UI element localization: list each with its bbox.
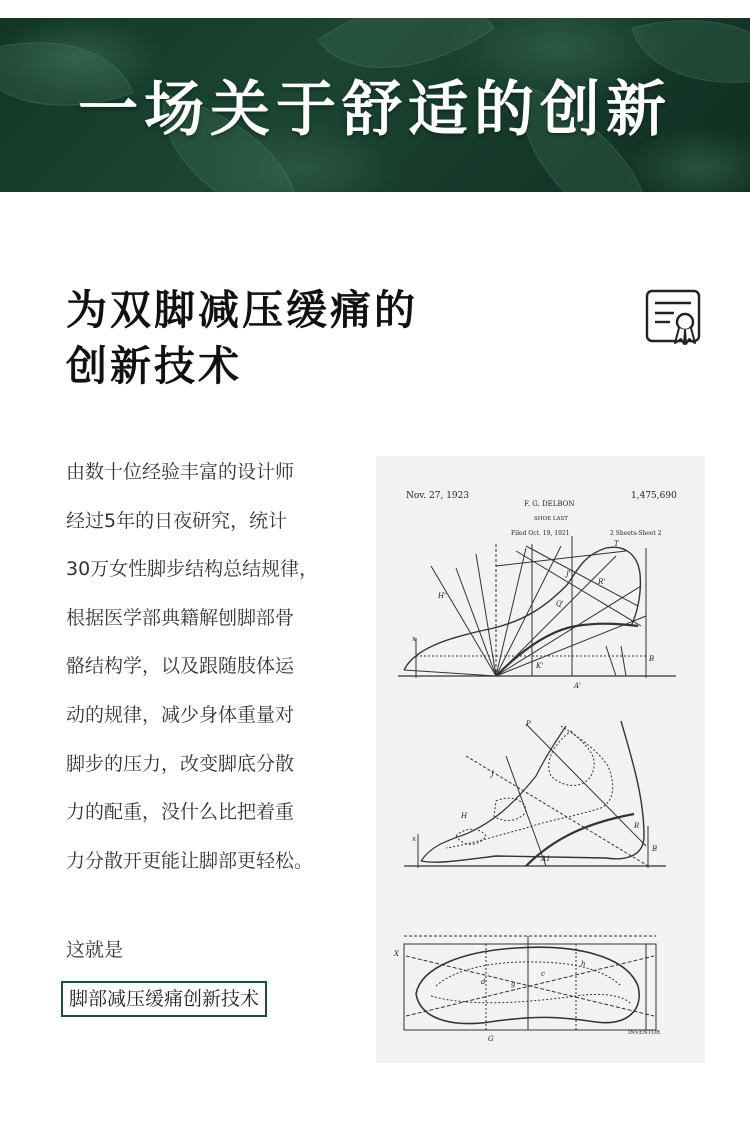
- patent-inventor: F. G. DELBON: [524, 500, 575, 508]
- patent-number: 1,475,690: [631, 491, 677, 501]
- svg-text:H': H': [438, 592, 447, 600]
- patent-figure-shoe-last: [398, 536, 676, 678]
- svg-text:d: d: [481, 978, 486, 986]
- description-line: 力的配重，没什么比把着重: [66, 801, 295, 824]
- headline-line-2: 创新技术: [66, 342, 242, 390]
- patent-figure-plan-view: [404, 936, 656, 1030]
- tagline-box: 脚部减压缓痛创新技术: [61, 981, 267, 1017]
- section-headline: [66, 282, 536, 394]
- description-line: 30万女性脚步结构总结规律，: [66, 558, 319, 581]
- banner-title: 一场关于舒适的创新: [78, 75, 672, 145]
- hero-banner: [0, 18, 750, 192]
- description-line: 脚步的压力，改变脚底分散: [66, 752, 295, 775]
- lead-text: 这就是: [66, 939, 124, 961]
- svg-text:g: g: [511, 980, 516, 988]
- patent-date: Nov. 27, 1923: [406, 491, 470, 501]
- patent-figure-foot-skeleton: [404, 721, 666, 868]
- description-line: 由数十位经验丰富的设计师: [66, 461, 295, 483]
- svg-text:x: x: [412, 835, 416, 843]
- description-line: 动的规律，减少身体重量对: [66, 703, 295, 726]
- svg-text:Q': Q': [556, 600, 564, 608]
- certificate-icon: [644, 288, 704, 346]
- patent-sheets: 2 Sheets-Sheet 2: [610, 530, 662, 537]
- svg-text:A1: A1: [541, 855, 551, 863]
- patent-drawing: [376, 456, 705, 1063]
- description-line: 根据医学部典籍解刨脚部骨: [66, 606, 295, 629]
- description-line: 经过5年的日夜研究，统计: [66, 509, 288, 532]
- patent-inventor-label: INVENTOR: [628, 1030, 661, 1036]
- svg-text:J': J': [566, 570, 571, 578]
- description-line: 骼结构学，以及跟随肢体运: [66, 655, 295, 678]
- svg-text:K': K': [536, 662, 544, 670]
- svg-text:A': A': [574, 682, 581, 690]
- svg-text:x: x: [412, 635, 416, 643]
- svg-text:R': R': [598, 578, 606, 586]
- svg-text:T: T: [614, 540, 619, 548]
- headline-line-1: 为双脚减压缓痛的: [66, 286, 418, 334]
- description-line: 力分散开更能让脚部更轻松。: [66, 849, 314, 872]
- svg-text:h: h: [581, 960, 586, 968]
- svg-text:H: H: [461, 812, 468, 820]
- patent-filed: Filed Oct. 19, 1921: [511, 530, 570, 537]
- svg-text:B: B: [649, 655, 655, 663]
- svg-text:B: B: [652, 845, 658, 853]
- svg-text:R: R: [634, 822, 640, 830]
- svg-text:G: G: [488, 1035, 494, 1043]
- svg-text:P: P: [526, 720, 531, 728]
- description-text: [66, 448, 356, 885]
- svg-text:X: X: [394, 950, 399, 958]
- svg-text:c: c: [541, 970, 545, 978]
- patent-subject: SHOE LAST: [534, 516, 568, 522]
- svg-text:J: J: [491, 770, 494, 778]
- patent-drawing-svg: [376, 456, 705, 1063]
